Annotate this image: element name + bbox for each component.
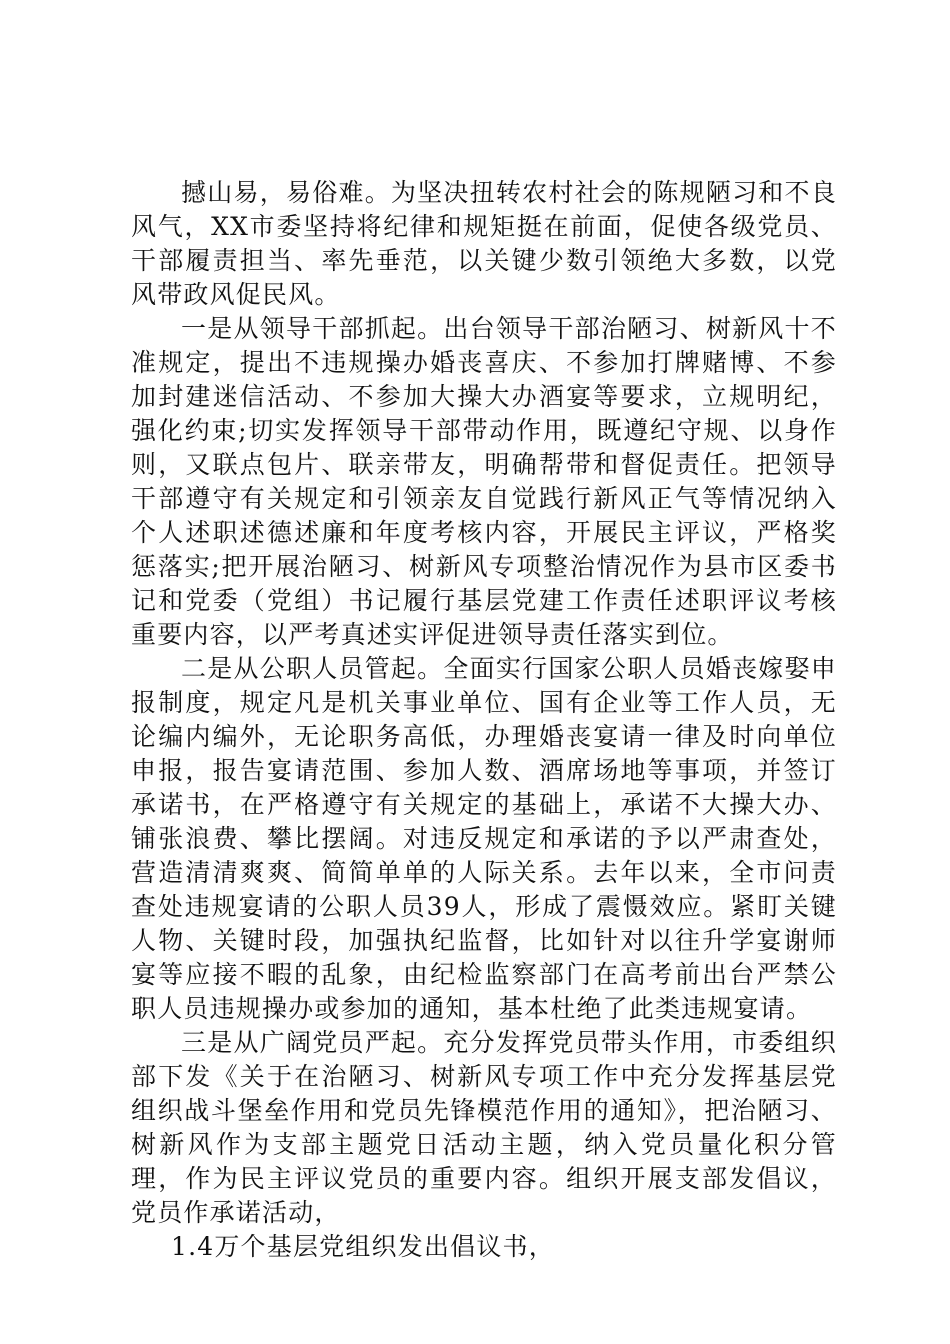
paragraph-intro: 撼山易，易俗难。为坚决扭转农村社会的陈规陋习和不良风气，XX市委坚持将纪律和规矩挺在前面，促使各级党员、干部履责担当、率先垂范，以关键少数引领绝大多数，以党风带政风促民风。 [131, 178, 837, 309]
paragraph-party-members: 三是从广阔党员严起。充分发挥党员带头作用，市委组织部下发《关于在治陋习、树新风专项工作中充分发挥基层党组织战斗堡垒作用和党员先锋模范作用的通知》，把治陋习、树新风作为支部主题党日活动主题，纳入党员量化积分管理，作为民主评议党员的重要内容。组织开展支部发倡议，党员作承诺活动， [131, 1028, 837, 1227]
paragraph-public-officials: 二是从公职人员管起。全面实行国家公职人员婚丧嫁娶申报制度，规定凡是机关事业单位、国有企业等工作人员，无论编内编外，无论职务高低，办理婚丧宴请一律及时向单位申报，报告宴请范围、参加人数、酒席场地等事项，并签订承诺书，在严格遵守有关规定的基础上，承诺不大操大办、铺张浪费、攀比摆阔。对违反规定和承诺的予以严肃查处，营造清清爽爽、简简单单的人际关系。去年以来，全市问责查处违规宴请的公职人员39人，形成了震慑效应。紧盯关键人物、关键时段，加强执纪监督，比如针对以往升学宴谢师宴等应接不暇的乱象，由纪检监察部门在高考前出台严禁公职人员违规操办或参加的通知，基本杜绝了此类违规宴请。 [131, 654, 837, 1023]
document-body [131, 176, 837, 1264]
paragraph-proposal-count: 1.4万个基层党组织发出倡议书， [171, 1232, 555, 1261]
paragraph-leading-cadres: 一是从领导干部抓起。出台领导干部治陋习、树新风十不准规定，提出不违规操办婚丧喜庆、不参加打牌赌博、不参加封建迷信活动、不参加大操大办酒宴等要求，立规明纪，强化约束;切实发挥领导干部带动作用，既遵纪守规、以身作则，又联点包片、联亲带友，明确帮带和督促责任。把领导干部遵守有关规定和引领亲友自觉践行新风正气等情况纳入个人述职述德述廉和年度考核内容，开展民主评议，严格奖惩落实;把开展治陋习、树新风专项整治情况作为县市区委书记和党委（党组）书记履行基层党建工作责任述职评议考核重要内容，以严考真述实评促进领导责任落实到位。 [131, 314, 837, 649]
